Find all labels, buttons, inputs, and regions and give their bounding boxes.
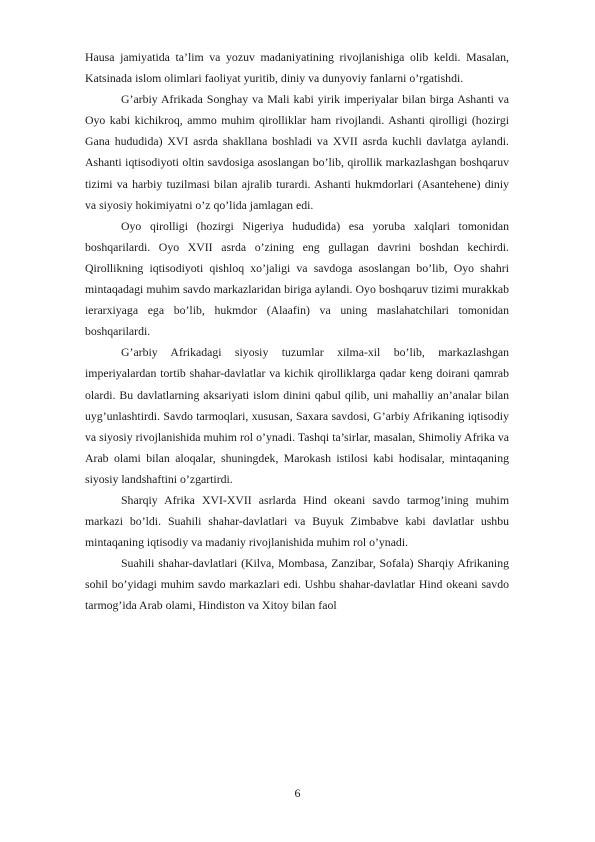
paragraph-swahili: Suahili shahar-davlatlari (Kilva, Mombasa, Zanzibar, Sofala) Sharqiy Afrikaning sohil bo’yidagi muhim savdo markazlari edi. Ushbu shahar-davlatlar Hind okeani savdo tarmog’ida Arab olami, Hindiston va Xitoy bilan faol xyxy=(85,556,509,613)
page-number: 6 xyxy=(294,786,301,800)
paragraph-ashanti: G’arbiy Afrikada Songhay va Mali kabi yirik imperiyalar bilan birga Ashanti va Oyo kabi kichikroq, ammo muhim qirolliklar ham rivojlandi. Ashanti qirolligi (hozirgi Gana hududida) XVI asrda shakllana boshladi va XVII asrda kuchli davlatga aylandi. Ashanti iqtisodiyoti oltin savdosiga asoslangan bo’lib, qirollik markazlashgan boshqaruv tizimi va harbiy tuzilmasi bilan ajralib turardi. Ashanti hukmdorlari (Asantehene) diniy va siyosiy hokimiyatni o’z qo’lida jamlagan edi. xyxy=(85,92,509,212)
document-page xyxy=(85,47,509,617)
paragraph-hausa: Hausa jamiyatida ta’lim va yozuv madaniyatining rivojlanishiga olib keldi. Masalan, Katsinada islom olimlari faoliyat yuritib, diniy va dunyoviy fanlarni o’rgatishdi. xyxy=(85,50,509,86)
paragraph-political-systems: G’arbiy Afrikadagi siyosiy tuzumlar xilma-xil bo’lib, markazlashgan imperiyalardan tortib shahar-davlatlar va kichik qirolliklarga qadar keng doirani qamrab olardi. Bu davlatlarning aksariyati islom dinini qabul qilib, uni mahalliy an’analar bilan uyg’unlashtirdi. Savdo tarmoqlari, xususan, Saxara savdosi, G’arbiy Afrikaning iqtisodiy va siyosiy rivojlanishida muhim rol o’ynadi. Tashqi ta’sirlar, masalan, Shimoliy Afrika va Arab olami bilan aloqalar, shuningdek, Marokash istilosi kabi hodisalar, mintaqaning siyosiy landshaftini o’zgartirdi. xyxy=(85,345,509,486)
paragraph-east-africa: Sharqiy Afrika XVI-XVII asrlarda Hind okeani savdo tarmog’ining muhim markazi bo’ldi. Suahili shahar-davlatlari va Buyuk Zimbabve kabi davlatlar ushbu mintaqaning iqtisodiy va madaniy rivojlanishida muhim rol o’ynadi. xyxy=(85,492,509,550)
paragraph-oyo: Oyo qirolligi (hozirgi Nigeriya hududida) esa yoruba xalqlari tomonidan boshqarilardi. Oyo XVII asrda o’zining eng gullagan davrini boshdan kechirdi. Qirollikning iqtisodiyoti qishloq xo’jaligi va savdoga asoslangan bo’lib, Oyo shahri mintaqadagi muhim savdo markazlaridan biriga aylandi. Oyo boshqaruv tizimi murakkab ierarxiyaga ega bo’lib, hukmdor (Alaafin) va uning maslahatchilari tomonidan boshqarilardi. xyxy=(85,218,509,339)
